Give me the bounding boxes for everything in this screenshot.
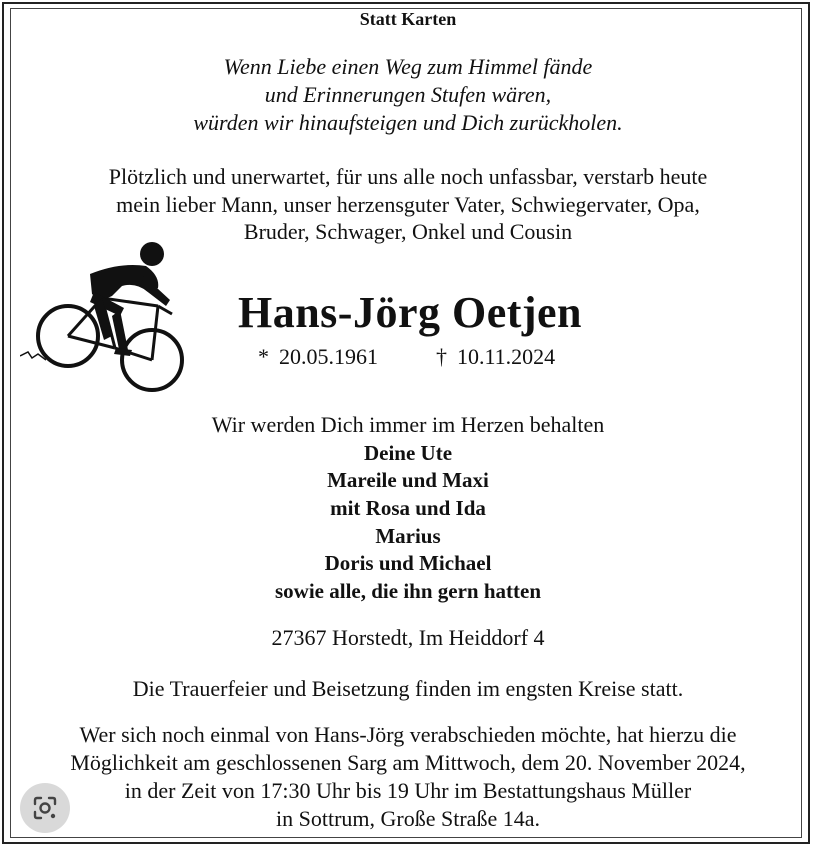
family-line: Mareile und Maxi — [327, 468, 489, 492]
deceased-name: Hans-Jörg Oetjen — [237, 288, 583, 337]
birth-date-value: 20.05.1961 — [279, 344, 378, 369]
family-line: Doris und Michael — [324, 551, 492, 575]
death-date-value: 10.11.2024 — [457, 344, 556, 369]
family-line: mit Rosa und Ida — [330, 496, 486, 520]
birth-symbol: * — [258, 344, 269, 369]
ceremony-note: Die Trauerfeier und Beisetzung finden im engsten Kreise statt. — [132, 676, 684, 701]
mourning-line: Wir werden Dich immer im Herzen behalten — [211, 412, 605, 437]
poem-line: Wenn Liebe einen Weg zum Himmel fände — [223, 54, 593, 79]
farewell-line: in der Zeit von 17:30 Uhr bis 19 Uhr im Bestattungshaus Müller — [124, 778, 692, 803]
cyclist-illustration — [20, 236, 190, 406]
lens-search-icon — [32, 795, 58, 821]
farewell-line: Wer sich noch einmal von Hans-Jörg verabschieden möchte, hat hierzu die — [79, 722, 737, 747]
death-date — [436, 344, 555, 370]
address: 27367 Horstedt, Im Heiddorf 4 — [271, 625, 545, 650]
family-line: sowie alle, die ihn gern hatten — [275, 579, 541, 603]
poem-line: und Erinnerungen Stufen wären, — [264, 82, 552, 107]
poem-line: würden wir hinaufsteigen und Dich zurückholen. — [193, 110, 623, 135]
family-line: Marius — [375, 524, 441, 548]
intro-line: mein lieber Mann, unser herzensguter Vater, Schwiegervater, Opa, — [116, 192, 700, 217]
intro-line: Plötzlich und unerwartet, für uns alle noch unfassbar, verstarb heute — [108, 164, 708, 189]
intro-line: Bruder, Schwager, Onkel und Cousin — [243, 219, 573, 244]
birth-date — [258, 344, 378, 370]
farewell-line: in Sottrum, Große Straße 14a. — [276, 806, 540, 831]
farewell-line: Möglichkeit am geschlossenen Sarg am Mittwoch, dem 20. November 2024, — [70, 750, 746, 775]
lens-search-button[interactable] — [20, 783, 70, 833]
family-line: Deine Ute — [363, 441, 453, 465]
death-symbol: † — [436, 344, 447, 369]
notice-header: Statt Karten — [359, 9, 457, 29]
